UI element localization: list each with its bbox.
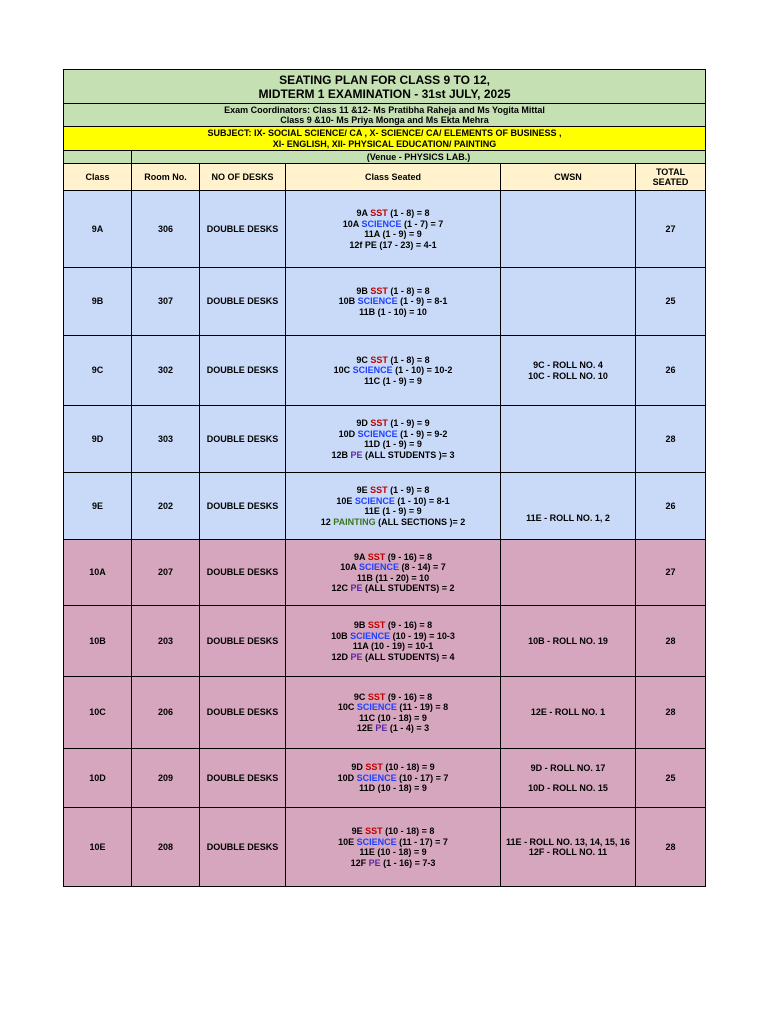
- seated-line: [286, 450, 500, 461]
- seated-text: 11C (1 - 9) = 9: [364, 375, 422, 386]
- total-seated-cell: 28: [636, 606, 706, 677]
- cwsn-cell: [501, 677, 636, 749]
- seated-text: 9D: [351, 762, 366, 773]
- seated-line: [286, 692, 500, 703]
- seated-text: (11 - 17) = 7: [396, 836, 448, 847]
- cwsn-cell: [501, 191, 636, 268]
- class-cell: 10E: [64, 808, 132, 887]
- class-seated-cell: [286, 336, 501, 406]
- total-seated-cell: 25: [636, 749, 706, 808]
- seated-text: 11E (1 - 9) = 9: [364, 506, 422, 516]
- seated-text: (1 - 9) = 9-2: [397, 428, 448, 439]
- venue-label: (Venue - PHYSICS LAB.): [132, 151, 706, 164]
- cwsn-line: 9D - ROLL NO. 17: [530, 762, 606, 773]
- cwsn-cell: [501, 268, 636, 336]
- seated-text: 9A: [356, 208, 371, 218]
- seated-text: 11D (10 - 18) = 9: [359, 783, 427, 794]
- seated-text: (10 - 18) = 9: [382, 762, 435, 773]
- subject-sst-text: SST: [367, 551, 386, 562]
- table-row: [64, 406, 706, 473]
- seated-line: [286, 562, 500, 573]
- subject-sst-text: SST: [370, 485, 388, 495]
- total-seated-cell: 28: [636, 406, 706, 473]
- seated-text: 10E: [336, 495, 355, 506]
- seated-text: 10B: [331, 630, 351, 641]
- subject-sci-text: SCIENCE: [361, 218, 402, 229]
- seated-text: (1 - 9) = 8: [387, 485, 430, 495]
- seated-line: [286, 517, 500, 528]
- seated-text: (1 - 10) = 10-2: [392, 365, 453, 376]
- seated-line: [286, 376, 500, 387]
- seated-text: (8 - 14) = 7: [398, 562, 446, 572]
- seated-text: (10 - 19) = 10-3: [390, 630, 455, 641]
- subject-sst-text: SST: [370, 418, 388, 428]
- seated-text: 12: [320, 516, 334, 527]
- seated-text: 11E (10 - 18) = 9: [359, 847, 427, 857]
- seated-line: [286, 773, 500, 784]
- total-seated-cell: 28: [636, 677, 706, 749]
- subject-line-1: SUBJECT: IX- SOCIAL SCIENCE/ CA , X- SCIENCE/ CA/ ELEMENTS OF BUSINESS ,: [207, 128, 562, 138]
- seated-text: 12D: [331, 651, 351, 662]
- seated-line: [286, 573, 500, 584]
- desks-cell: DOUBLE DESKS: [200, 606, 286, 677]
- column-header-total-seated: TOTAL SEATED: [636, 164, 706, 191]
- seated-line: [286, 229, 500, 240]
- seated-line: [286, 208, 500, 219]
- seated-text: 12C: [331, 583, 351, 593]
- table-row: [64, 677, 706, 749]
- class-seated-cell: [286, 677, 501, 749]
- cwsn-line: 11E - ROLL NO. 1, 2: [526, 512, 610, 523]
- seated-text: 12B: [331, 449, 351, 460]
- seated-text: (1 - 8) = 8: [387, 208, 430, 218]
- seated-line: [286, 506, 500, 517]
- seated-text: 10B: [338, 296, 358, 307]
- seated-text: (1 - 8) = 8: [387, 285, 430, 296]
- seated-text: 9E: [351, 826, 366, 836]
- class-seated-cell: [286, 606, 501, 677]
- seated-text: (1 - 4) = 3: [387, 723, 430, 733]
- class-cell: 10D: [64, 749, 132, 808]
- cwsn-cell: [501, 336, 636, 406]
- desks-cell: DOUBLE DESKS: [200, 749, 286, 808]
- seated-line: [286, 219, 500, 230]
- seated-line: [286, 847, 500, 858]
- seated-text: 10A: [340, 562, 359, 572]
- seated-line: [286, 296, 500, 307]
- class-cell: 9D: [64, 406, 132, 473]
- class-seated-cell: [286, 808, 501, 887]
- seated-text: 9E: [356, 485, 371, 495]
- column-header-class: Class: [64, 164, 132, 191]
- desks-cell: DOUBLE DESKS: [200, 268, 286, 336]
- total-seated-cell: 26: [636, 336, 706, 406]
- seated-text: 9A: [354, 551, 368, 562]
- subject-sst-text: SST: [367, 691, 386, 702]
- subject-sst-text: SST: [365, 762, 383, 773]
- subject-sst-text: SST: [365, 826, 383, 836]
- seated-text: (1 - 9) = 8-1: [397, 296, 448, 307]
- class-cell: 9B: [64, 268, 132, 336]
- seated-text: (1 - 7) = 7: [401, 218, 444, 229]
- subject-paint-text: PAINTING: [333, 516, 376, 527]
- seated-line: [286, 552, 500, 563]
- column-header-class-seated: Class Seated: [286, 164, 501, 191]
- cwsn-line: 12E - ROLL NO. 1: [530, 707, 606, 718]
- seated-line: [286, 583, 500, 594]
- seated-line: [286, 783, 500, 794]
- total-seated-cell: 26: [636, 473, 706, 540]
- cwsn-line: 10D - ROLL NO. 15: [528, 783, 608, 793]
- room-cell: 207: [132, 540, 200, 606]
- seated-line: [286, 485, 500, 496]
- seated-line: [286, 702, 500, 713]
- seated-line: [286, 418, 500, 429]
- seated-text: (10 - 17) = 7: [396, 772, 449, 783]
- table-row: [64, 808, 706, 887]
- class-seated-cell: [286, 268, 501, 336]
- table-row: [64, 336, 706, 406]
- seated-line: [286, 286, 500, 297]
- table-row: [64, 191, 706, 268]
- subject-sci-text: SCIENCE: [356, 836, 397, 847]
- desks-cell: DOUBLE DESKS: [200, 540, 286, 606]
- seated-text: (1 - 10) = 8-1: [394, 495, 450, 506]
- seated-text: (1 - 9) = 9: [387, 418, 430, 428]
- venue-spacer-cell: [64, 151, 132, 164]
- total-seated-cell: 28: [636, 808, 706, 887]
- seated-text: 10C: [337, 702, 357, 712]
- seated-text: 11C (10 - 18) = 9: [359, 712, 427, 723]
- seated-text: 12F: [350, 857, 369, 868]
- desks-cell: DOUBLE DESKS: [200, 406, 286, 473]
- subject-sci-text: SCIENCE: [356, 702, 397, 712]
- seated-text: 11B (1 - 10) = 10: [359, 306, 427, 317]
- room-cell: 209: [132, 749, 200, 808]
- seated-text: 11A (10 - 19) = 10-1: [352, 641, 434, 651]
- coordinators-row: [64, 104, 706, 127]
- seated-line: [286, 365, 500, 376]
- seated-text: (ALL STUDENTS )= 3: [362, 449, 455, 460]
- room-cell: 202: [132, 473, 200, 540]
- seated-text: 12f PE (17 - 23) = 4-1: [349, 239, 437, 250]
- seating-plan-table: [63, 69, 706, 887]
- subject-sci-text: SCIENCE: [358, 562, 399, 572]
- subject-sci-text: SCIENCE: [354, 495, 395, 506]
- seated-text: (ALL SECTIONS )= 2: [375, 516, 466, 527]
- seated-text: 9D: [356, 418, 371, 428]
- seated-text: 12E: [356, 723, 376, 733]
- class-seated-cell: [286, 406, 501, 473]
- seated-line: [286, 723, 500, 734]
- seated-text: (1 - 16) = 7-3: [380, 857, 436, 868]
- seated-text: 9C: [356, 354, 371, 365]
- subject-row: [64, 127, 706, 151]
- seated-text: 11B (11 - 20) = 10: [356, 572, 430, 583]
- class-cell: 10B: [64, 606, 132, 677]
- seated-line: [286, 631, 500, 642]
- subject-pe-text: PE: [350, 449, 363, 460]
- table-row: [64, 749, 706, 808]
- subject-sci-text: SCIENCE: [357, 296, 398, 307]
- desks-cell: DOUBLE DESKS: [200, 336, 286, 406]
- seated-text: 11D (1 - 9) = 9: [364, 439, 422, 449]
- seated-line: [286, 496, 500, 507]
- seated-text: (ALL STUDENTS) = 2: [362, 583, 455, 593]
- column-header-cwsn: CWSN: [501, 164, 636, 191]
- subject-pe-text: PE: [375, 723, 388, 733]
- table-row: [64, 606, 706, 677]
- seated-line: [286, 762, 500, 773]
- seated-line: [286, 240, 500, 251]
- desks-cell: DOUBLE DESKS: [200, 677, 286, 749]
- cwsn-cell: [501, 749, 636, 808]
- class-cell: 10A: [64, 540, 132, 606]
- class-cell: 10C: [64, 677, 132, 749]
- subject-sci-text: SCIENCE: [352, 365, 393, 376]
- table-row: [64, 540, 706, 606]
- subject-sst-text: SST: [370, 354, 388, 365]
- subject-pe-text: PE: [350, 583, 363, 593]
- class-cell: 9A: [64, 191, 132, 268]
- cwsn-line: 12F - ROLL NO. 11: [528, 847, 608, 857]
- title-line-1: SEATING PLAN FOR CLASS 9 TO 12,: [279, 72, 490, 87]
- cwsn-gap: [501, 773, 635, 783]
- seated-text: 9B: [353, 620, 368, 630]
- subject-sci-text: SCIENCE: [357, 428, 398, 439]
- column-header-room: Room No.: [132, 164, 200, 191]
- total-seated-cell: 27: [636, 191, 706, 268]
- seated-text: 10D: [337, 772, 357, 783]
- room-cell: 306: [132, 191, 200, 268]
- cwsn-cell: [501, 540, 636, 606]
- class-cell: 9C: [64, 336, 132, 406]
- seated-text: 10C: [333, 365, 353, 376]
- seated-line: [286, 837, 500, 848]
- seated-line: [286, 641, 500, 652]
- room-cell: 206: [132, 677, 200, 749]
- class-seated-cell: [286, 191, 501, 268]
- table-row: [64, 268, 706, 336]
- room-cell: 208: [132, 808, 200, 887]
- seated-text: 10A: [342, 218, 362, 229]
- total-seated-cell: 25: [636, 268, 706, 336]
- seated-line: [286, 620, 500, 631]
- desks-cell: DOUBLE DESKS: [200, 473, 286, 540]
- seated-text: 10D: [338, 428, 358, 439]
- seated-text: (9 - 16) = 8: [385, 691, 433, 702]
- table-row: [64, 473, 706, 540]
- desks-cell: DOUBLE DESKS: [200, 808, 286, 887]
- seated-text: (1 - 8) = 8: [387, 354, 430, 365]
- cwsn-line: 9C - ROLL NO. 4: [533, 360, 603, 370]
- class-seated-cell: [286, 473, 501, 540]
- cwsn-cell: [501, 406, 636, 473]
- seated-line: [286, 307, 500, 318]
- seated-line: [286, 713, 500, 724]
- subject-line-2: XI- ENGLISH, XII- PHYSICAL EDUCATION/ PAINTING: [272, 138, 497, 149]
- cwsn-line: 11E - ROLL NO. 13, 14, 15, 16: [506, 836, 630, 847]
- seated-line: [286, 429, 500, 440]
- subject-sst-text: SST: [367, 620, 386, 630]
- seated-line: [286, 826, 500, 837]
- seated-line: [286, 858, 500, 869]
- cwsn-line: 10C - ROLL NO. 10: [528, 370, 608, 381]
- class-seated-cell: [286, 540, 501, 606]
- cwsn-cell: [501, 808, 636, 887]
- seated-text: (11 - 19) = 8: [396, 702, 449, 712]
- seated-line: [286, 439, 500, 450]
- room-cell: 203: [132, 606, 200, 677]
- page-title: [64, 70, 706, 104]
- seated-text: 10E: [338, 836, 357, 847]
- seated-text: (10 - 18) = 8: [382, 826, 435, 836]
- subject-pe-text: PE: [350, 651, 363, 662]
- subject-sst-text: SST: [370, 285, 388, 296]
- cwsn-line: 10B - ROLL NO. 19: [528, 635, 608, 646]
- seated-text: 11A (1 - 9) = 9: [364, 229, 422, 239]
- subject-sci-text: SCIENCE: [356, 772, 397, 783]
- room-cell: 307: [132, 268, 200, 336]
- seated-text: 9C: [353, 691, 368, 702]
- subject-sci-text: SCIENCE: [350, 630, 391, 641]
- cwsn-cell: [501, 606, 636, 677]
- seated-text: (ALL STUDENTS) = 4: [362, 651, 455, 662]
- seated-text: (9 - 16) = 8: [385, 551, 432, 562]
- title-line-2: MIDTERM 1 EXAMINATION - 31st JULY, 2025: [258, 86, 511, 101]
- coordinators-line-2: Class 9 &10- Ms Priya Monga and Ms Ekta Mehra: [280, 115, 489, 125]
- class-seated-cell: [286, 749, 501, 808]
- column-header-desks: NO OF DESKS: [200, 164, 286, 191]
- subject-sst-text: SST: [370, 208, 388, 218]
- seated-line: [286, 355, 500, 366]
- subject-pe-text: PE: [368, 857, 381, 868]
- desks-cell: DOUBLE DESKS: [200, 191, 286, 268]
- coordinators-line-1: Exam Coordinators: Class 11 &12- Ms Pratibha Raheja and Ms Yogita Mittal: [224, 104, 545, 115]
- seated-line: [286, 652, 500, 663]
- room-cell: 303: [132, 406, 200, 473]
- total-seated-cell: 27: [636, 540, 706, 606]
- class-cell: 9E: [64, 473, 132, 540]
- seated-text: 9B: [356, 285, 371, 296]
- cwsn-cell: [501, 473, 636, 540]
- seated-text: (9 - 16) = 8: [385, 620, 433, 630]
- room-cell: 302: [132, 336, 200, 406]
